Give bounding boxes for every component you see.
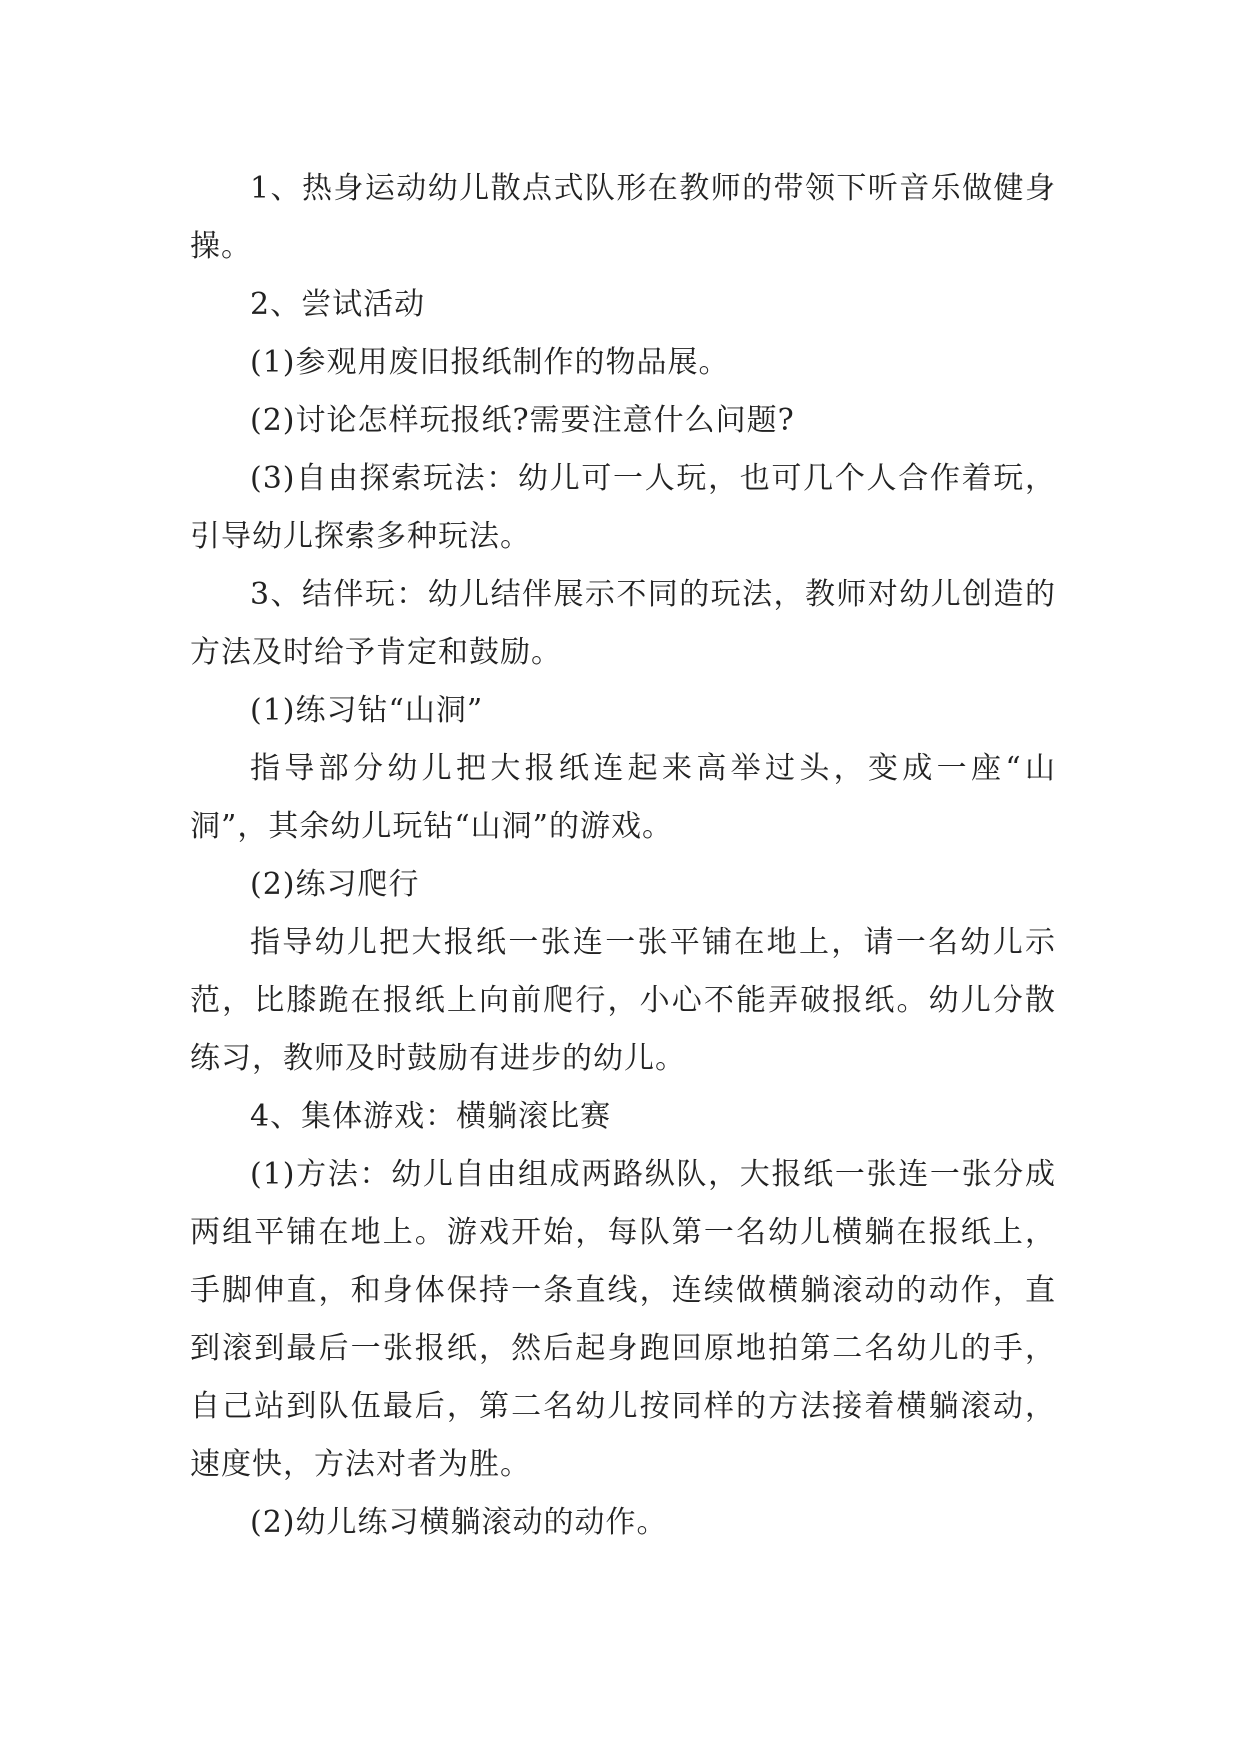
paragraph-cave-instructions: 指导部分幼儿把大报纸连起来高举过头，变成一座“山洞”，其余幼儿玩钻“山洞”的游戏。 — [190, 751, 1056, 844]
paragraph-crawl-instructions: 指导幼儿把大报纸一张连一张平铺在地上，请一名幼儿示范，比膝跪在报纸上向前爬行，小心不能弄破报纸。幼儿分散练习，教师及时鼓励有进步的幼儿。 — [190, 925, 1056, 1076]
paragraph-warmup: 1、热身运动幼儿散点式队形在教师的带领下听音乐做健身操。 — [190, 171, 1056, 264]
paragraph-group-game-heading: 4、集体游戏：横躺滚比赛 — [250, 1099, 612, 1134]
paragraph-partner-play: 3、结伴玩：幼儿结伴展示不同的玩法，教师对幼儿创造的方法及时给予肯定和鼓励。 — [190, 577, 1056, 670]
paragraph-cave-heading: (1)练习钻“山洞” — [250, 693, 484, 728]
paragraph-game-method: (1)方法：幼儿自由组成两路纵队，大报纸一张连一张分成两组平铺在地上。游戏开始，每队第一名幼儿横躺在报纸上，手脚伸直，和身体保持一条直线，连续做横躺滚动的动作，直到滚到最后一张报纸，然后起身跑回原地拍第二名幼儿的手，自己站到队伍最后，第二名幼儿按同样的方法接着横躺滚动，速度快，方法对者为胜。 — [190, 1157, 1056, 1482]
paragraph-visit-exhibition: (1)参观用废旧报纸制作的物品展。 — [250, 345, 730, 380]
document-body — [190, 160, 1056, 1552]
paragraph-discussion: (2)讨论怎样玩报纸?需要注意什么问题? — [250, 403, 795, 438]
paragraph-trial-activity-heading: 2、尝试活动 — [250, 287, 426, 322]
paragraph-roll-practice: (2)幼儿练习横躺滚动的动作。 — [250, 1505, 668, 1540]
paragraph-crawl-heading: (2)练习爬行 — [250, 867, 420, 902]
paragraph-free-exploration: (3)自由探索玩法：幼儿可一人玩，也可几个人合作着玩，引导幼儿探索多种玩法。 — [190, 461, 1056, 554]
